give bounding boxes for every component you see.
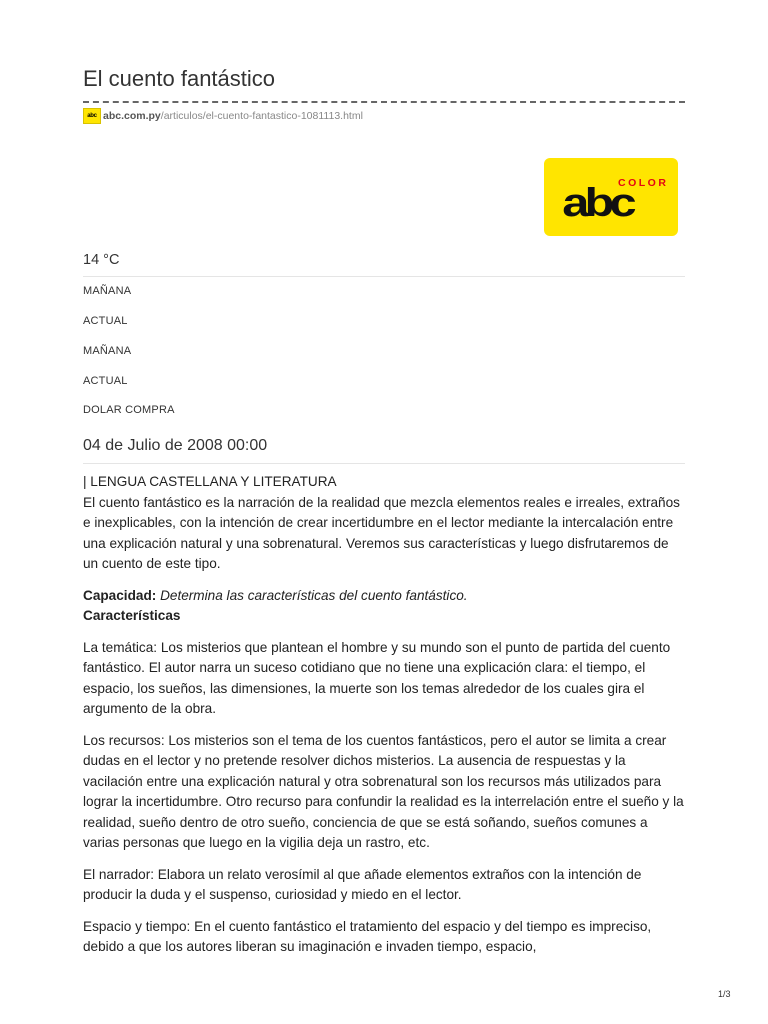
- dolar-compra-label: DOLAR COMPRA: [83, 404, 175, 416]
- caracteristicas-heading: Características: [83, 608, 181, 623]
- title-divider: [83, 101, 685, 103]
- weather-label-manana-2: MAÑANA: [83, 345, 132, 357]
- weather-label-actual-2: ACTUAL: [83, 375, 128, 387]
- intro-category: | LENGUA CASTELLANA Y LITERATURA: [83, 474, 337, 489]
- article-body: [83, 472, 685, 969]
- source-domain: abc.com.py: [103, 110, 161, 122]
- source-path: /articulos/el-cuento-fantastico-1081113.html: [160, 110, 363, 122]
- abc-favicon-icon: abc: [83, 108, 101, 124]
- logo-tagline: COLOR: [618, 177, 669, 189]
- capacidad-label: Capacidad:: [83, 587, 157, 603]
- intro-paragraph: El cuento fantástico es la narración de la realidad que mezcla elementos reales e irreales, extraños e inexplicables, con la intención de crear incertidumbre en el lector mediante la intercalación entre una explicación natural y una sobrenatural. Veremos sus características y luego disfrutaremos de un cuento de este tipo.: [83, 494, 680, 571]
- logo-wordmark: abc: [562, 181, 632, 225]
- abc-logo-graphic: [544, 158, 678, 236]
- article-date: 04 de Julio de 2008 00:00: [83, 437, 685, 464]
- abc-color-logo: [544, 158, 678, 236]
- capacidad-line: [83, 586, 685, 607]
- source-line: [83, 108, 363, 124]
- page-number: 1/3: [718, 989, 731, 999]
- paragraph-tematica: La temática: Los misterios que plantean el hombre y su mundo son el punto de partida del cuento fantástico. El autor narra un suceso cotidiano que no tiene una explicación clara: el tiempo, el espacio, los sueños, las dimensiones, la muerte son los temas alrededor de los cuales gira el argumento de la obra.: [83, 639, 671, 716]
- paragraph-narrador: El narrador: Elabora un relato verosímil al que añade elementos extraños con la intención de producir la duda y el suspenso, curiosidad y miedo en el lector.: [83, 866, 642, 902]
- source-link[interactable]: [103, 110, 363, 122]
- paragraph-espacio-tiempo: Espacio y tiempo: En el cuento fantástico el tratamiento del espacio y del tiempo es impreciso, debido a que los autores liberan su imaginación e invaden tiempo, espacio,: [83, 918, 652, 954]
- weather-label-actual-1: ACTUAL: [83, 315, 128, 327]
- article-title: El cuento fantástico: [83, 66, 276, 91]
- weather-label-manana-1: MAÑANA: [83, 285, 132, 297]
- paragraph-recursos: Los recursos: Los misterios son el tema de los cuentos fantásticos, pero el autor se limita a crear dudas en el lector y no pretende resolver dichos misterios. La ausencia de respuestas y la vacilación entre una explicación natural y otra sobrenatural son los recursos más utilizados para lograr la incertidumbre. Otro recurso para confundir la realidad es la interrelación entre el sueño y la realidad, sueño dentro de otro sueño, conciencia de que se está soñando, sueños comunes a varias personas que luego en la vigilia deja un rastro, etc.: [83, 732, 684, 850]
- weather-temperature: 14 °C: [83, 252, 685, 277]
- capacidad-text: Determina las características del cuento fantástico.: [160, 587, 468, 603]
